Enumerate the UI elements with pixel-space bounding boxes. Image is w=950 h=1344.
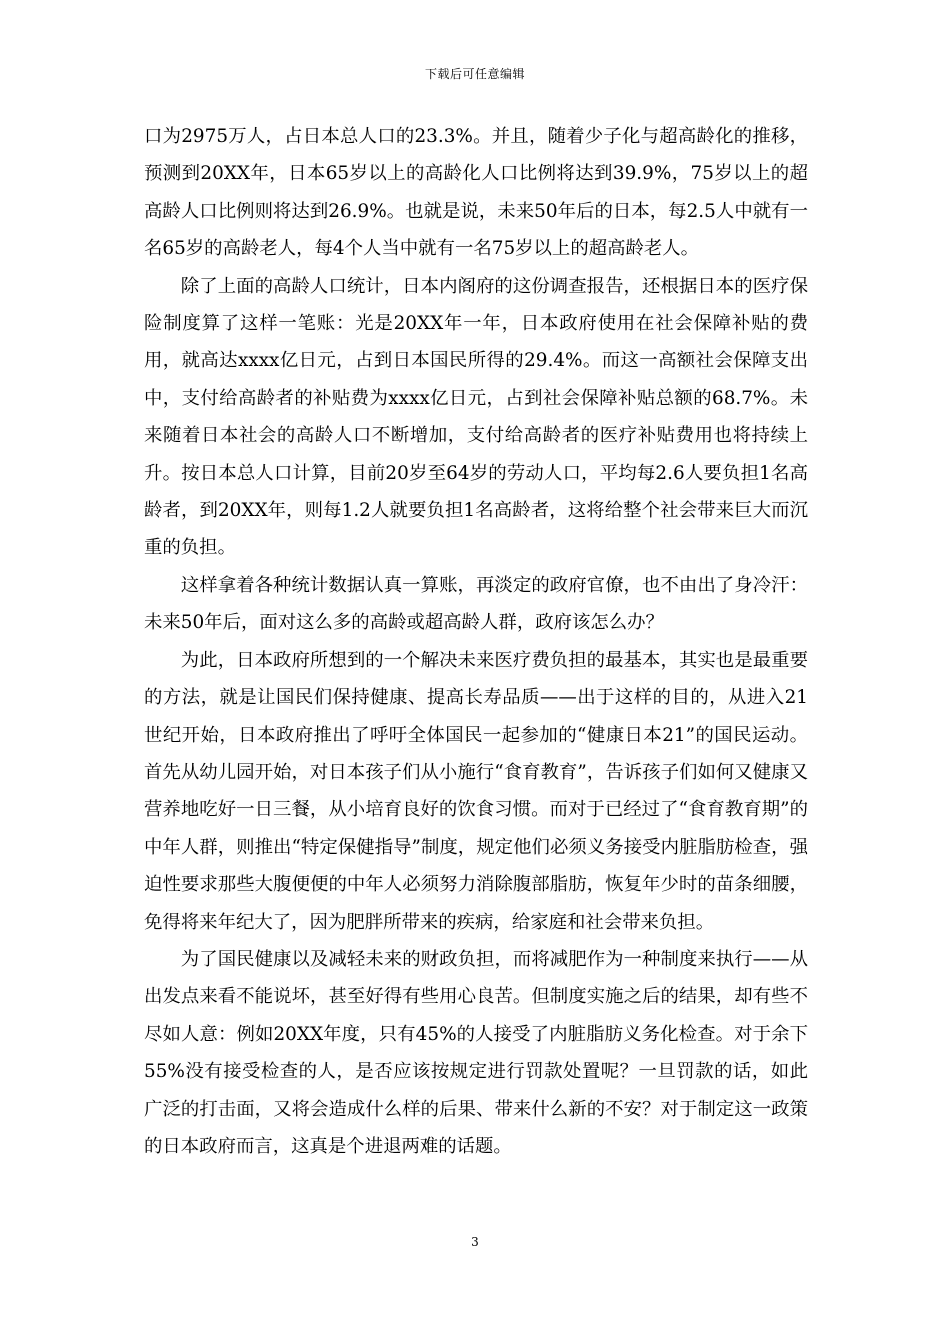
- page-number: 3: [471, 1235, 479, 1249]
- paragraph: 为此，日本政府所想到的一个解决未来医疗费负担的最基本，其实也是最重要的方法，就是让国民们保持健康、提高长寿品质——出于这样的目的，从进入21世纪开始，日本政府推出了呼吁全体国民一起参加的“健康日本21”的国民运动。首先从幼儿园开始，对日本孩子们从小施行“食育教育”，告诉孩子们如何又健康又营养地吃好一日三餐，从小培育良好的饮食习惯。而对于已经过了“食育教育期”的中年人群，则推出“特定保健指导”制度，规定他们必须义务接受内脏脂肪检查，强迫性要求那些大腹便便的中年人必须努力消除腹部脂肪，恢复年少时的苗条细腰，免得将来年纪大了，因为肥胖所带来的疾病，给家庭和社会带来负担。: [144, 649, 808, 933]
- paragraph: 这样拿着各种统计数据认真一算账，再淡定的政府官僚，也不由出了身冷汗：未来50年后，面对这么多的高龄或超高龄人群，政府该怎么办？: [144, 574, 808, 634]
- paragraph: 为了国民健康以及减轻未来的财政负担，而将减肥作为一种制度来执行——从出发点来看不能说坏，甚至好得有些用心良苦。但制度实施之后的结果，却有些不尽如人意：例如20XX年度，只有45%的人接受了内脏脂肪义务化检查。对于余下55%没有接受检查的人，是否应该按规定进行罚款处置呢？一旦罚款的话，如此广泛的打击面，又将会造成什么样的后果、带来什么新的不安？对于制定这一政策的日本政府而言，这真是个进退两难的话题。: [144, 948, 808, 1157]
- page-header: 下载后可任意编辑: [424, 67, 525, 81]
- paragraph: 除了上面的高龄人口统计，日本内阁府的这份调查报告，还根据日本的医疗保险制度算了这样一笔账：光是20XX年一年，日本政府使用在社会保障补贴的费用，就高达xxxx亿日元，占到日本国民所得的29.4%。而这一高额社会保障支出中，支付给高龄者的补贴费为xxxx亿日元，占到社会保障补贴总额的68.7%。未来随着日本社会的高龄人口不断增加，支付给高龄者的医疗补贴费用也将持续上升。按日本总人口计算，目前20岁至64岁的劳动人口，平均每2.6人要负担1名高龄者，到20XX年，则每1.2人就要负担1名高龄者，这将给整个社会带来巨大而沉重的负担。: [144, 275, 808, 559]
- paragraph-continued: 口为2975万人，占日本总人口的23.3%。并且，随着少子化与超高龄化的推移，预测到20XX年，日本65岁以上的高龄化人口比例将达到39.9%，75岁以上的超高龄人口比例则将达到26.9%。也就是说，未来50年后的日本，每2.5人中就有一名65岁的高龄老人，每4个人当中就有一名75岁以上的超高龄老人。: [144, 126, 808, 260]
- document-body: [144, 118, 808, 1165]
